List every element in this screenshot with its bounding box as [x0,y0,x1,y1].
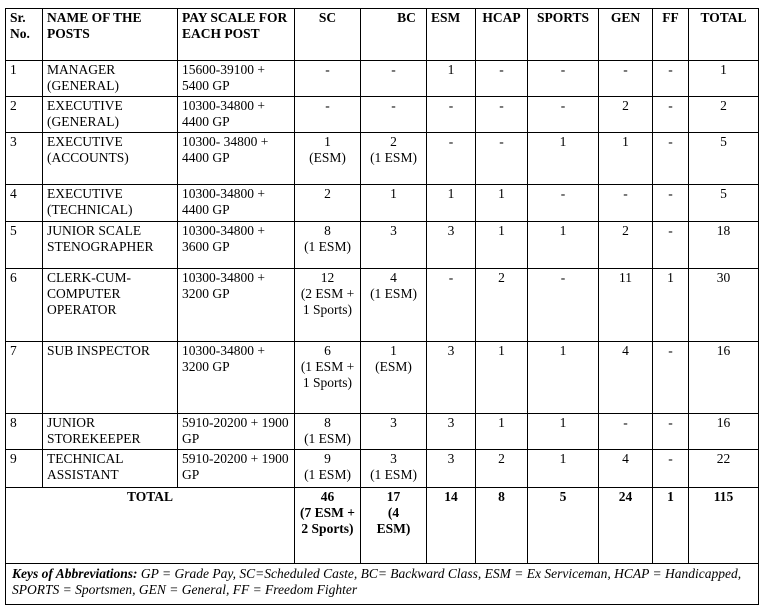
cell-sports: 1 [528,342,599,414]
table-row [6,97,759,133]
cell-hcap: 1 [476,414,528,450]
cell-pay-scale: 10300- 34800 + 4400 GP [178,133,295,185]
cell-bc: 4 (1 ESM) [361,269,427,342]
table-row [6,342,759,414]
cell-hcap: 2 [476,269,528,342]
cell-sr-no: 9 [6,450,43,488]
header-sc: SC [295,9,361,61]
cell-bc: 1 [361,185,427,222]
cell-gen: 1 [599,133,653,185]
cell-post-name: JUNIOR SCALE STENOGRAPHER [43,222,178,269]
totals-bc: 17 (4 ESM) [361,488,427,564]
table-row [6,414,759,450]
cell-ff: - [653,342,689,414]
totals-gen: 24 [599,488,653,564]
cell-ff: - [653,61,689,97]
cell-ff: - [653,414,689,450]
cell-sports: - [528,185,599,222]
header-total: TOTAL [689,9,759,61]
cell-esm: 3 [427,342,476,414]
cell-post-name: EXECUTIVE (GENERAL) [43,97,178,133]
cell-pay-scale: 15600-39100 + 5400 GP [178,61,295,97]
cell-ff: 1 [653,269,689,342]
cell-ff: - [653,450,689,488]
totals-total: 115 [689,488,759,564]
cell-sc: - [295,97,361,133]
cell-post-name: TECHNICAL ASSISTANT [43,450,178,488]
cell-total: 18 [689,222,759,269]
cell-esm: 1 [427,61,476,97]
header-pay-scale: PAY SCALE FOR EACH POST [178,9,295,61]
cell-bc: 1 (ESM) [361,342,427,414]
cell-post-name: SUB INSPECTOR [43,342,178,414]
cell-esm: 1 [427,185,476,222]
cell-sports: 1 [528,414,599,450]
cell-post-name: EXECUTIVE (ACCOUNTS) [43,133,178,185]
cell-sports: - [528,269,599,342]
cell-total: 16 [689,342,759,414]
cell-total: 5 [689,133,759,185]
abbreviations-label: Keys of Abbreviations: [12,566,138,581]
totals-label: TOTAL [6,488,295,564]
totals-row [6,488,759,564]
table-row [6,133,759,185]
abbreviations-row [6,564,759,605]
cell-bc: - [361,97,427,133]
totals-ff: 1 [653,488,689,564]
header-sr-no: Sr. No. [6,9,43,61]
header-ff: FF [653,9,689,61]
cell-hcap: 2 [476,450,528,488]
cell-pay-scale: 10300-34800 + 3200 GP [178,342,295,414]
cell-bc: 3 [361,414,427,450]
cell-sr-no: 6 [6,269,43,342]
cell-esm: 3 [427,450,476,488]
cell-total: 30 [689,269,759,342]
header-bc: BC [361,9,427,61]
table-row [6,450,759,488]
cell-hcap: - [476,133,528,185]
totals-sc: 46 (7 ESM + 2 Sports) [295,488,361,564]
header-sports: SPORTS [528,9,599,61]
cell-sc: 6 (1 ESM + 1 Sports) [295,342,361,414]
cell-bc: 2 (1 ESM) [361,133,427,185]
header-row [6,9,759,61]
cell-gen: 2 [599,97,653,133]
cell-gen: 2 [599,222,653,269]
cell-sr-no: 1 [6,61,43,97]
totals-sports: 5 [528,488,599,564]
cell-sports: 1 [528,222,599,269]
cell-pay-scale: 5910-20200 + 1900 GP [178,450,295,488]
cell-esm: - [427,269,476,342]
cell-sports: 1 [528,450,599,488]
cell-sr-no: 4 [6,185,43,222]
cell-pay-scale: 5910-20200 + 1900 GP [178,414,295,450]
table-row [6,222,759,269]
cell-gen: - [599,185,653,222]
cell-sc: 8 (1 ESM) [295,222,361,269]
cell-total: 16 [689,414,759,450]
cell-bc: 3 [361,222,427,269]
cell-total: 1 [689,61,759,97]
cell-sc: 1 (ESM) [295,133,361,185]
cell-pay-scale: 10300-34800 + 3200 GP [178,269,295,342]
table-row [6,185,759,222]
cell-ff: - [653,222,689,269]
cell-esm: - [427,133,476,185]
header-esm: ESM [427,9,476,61]
cell-sr-no: 5 [6,222,43,269]
cell-esm: 3 [427,222,476,269]
cell-post-name: JUNIOR STOREKEEPER [43,414,178,450]
cell-gen: 11 [599,269,653,342]
cell-gen: - [599,414,653,450]
cell-sr-no: 3 [6,133,43,185]
cell-total: 5 [689,185,759,222]
cell-pay-scale: 10300-34800 + 4400 GP [178,97,295,133]
cell-total: 22 [689,450,759,488]
cell-hcap: - [476,97,528,133]
cell-hcap: 1 [476,185,528,222]
cell-post-name: EXECUTIVE (TECHNICAL) [43,185,178,222]
cell-post-name: CLERK-CUM-COMPUTER OPERATOR [43,269,178,342]
cell-gen: 4 [599,450,653,488]
cell-hcap: 1 [476,222,528,269]
header-hcap: HCAP [476,9,528,61]
cell-post-name: MANAGER (GENERAL) [43,61,178,97]
cell-sports: 1 [528,133,599,185]
cell-sr-no: 8 [6,414,43,450]
abbreviations-text: GP = Grade Pay, SC=Scheduled Caste, BC= Backward Class, ESM = Ex Serviceman, HCAP = Handicapped, SPORTS = Sportsmen, GEN = General, FF = Freedom Fighter [12,566,742,597]
cell-hcap: - [476,61,528,97]
cell-esm: - [427,97,476,133]
cell-hcap: 1 [476,342,528,414]
table-row [6,61,759,97]
cell-sc: 8 (1 ESM) [295,414,361,450]
abbreviations-note [6,564,759,605]
cell-bc: 3 (1 ESM) [361,450,427,488]
cell-sc: 9 (1 ESM) [295,450,361,488]
totals-esm: 14 [427,488,476,564]
cell-sc: 2 [295,185,361,222]
cell-sports: - [528,61,599,97]
header-post-name: NAME OF THE POSTS [43,9,178,61]
cell-ff: - [653,133,689,185]
cell-pay-scale: 10300-34800 + 4400 GP [178,185,295,222]
cell-sr-no: 2 [6,97,43,133]
cell-pay-scale: 10300-34800 + 3600 GP [178,222,295,269]
header-gen: GEN [599,9,653,61]
cell-sc: - [295,61,361,97]
totals-hcap: 8 [476,488,528,564]
table-row [6,269,759,342]
cell-sports: - [528,97,599,133]
cell-ff: - [653,185,689,222]
cell-ff: - [653,97,689,133]
cell-total: 2 [689,97,759,133]
posts-vacancy-table [5,8,759,605]
cell-esm: 3 [427,414,476,450]
cell-gen: 4 [599,342,653,414]
cell-sr-no: 7 [6,342,43,414]
cell-sc: 12 (2 ESM + 1 Sports) [295,269,361,342]
cell-bc: - [361,61,427,97]
cell-gen: - [599,61,653,97]
